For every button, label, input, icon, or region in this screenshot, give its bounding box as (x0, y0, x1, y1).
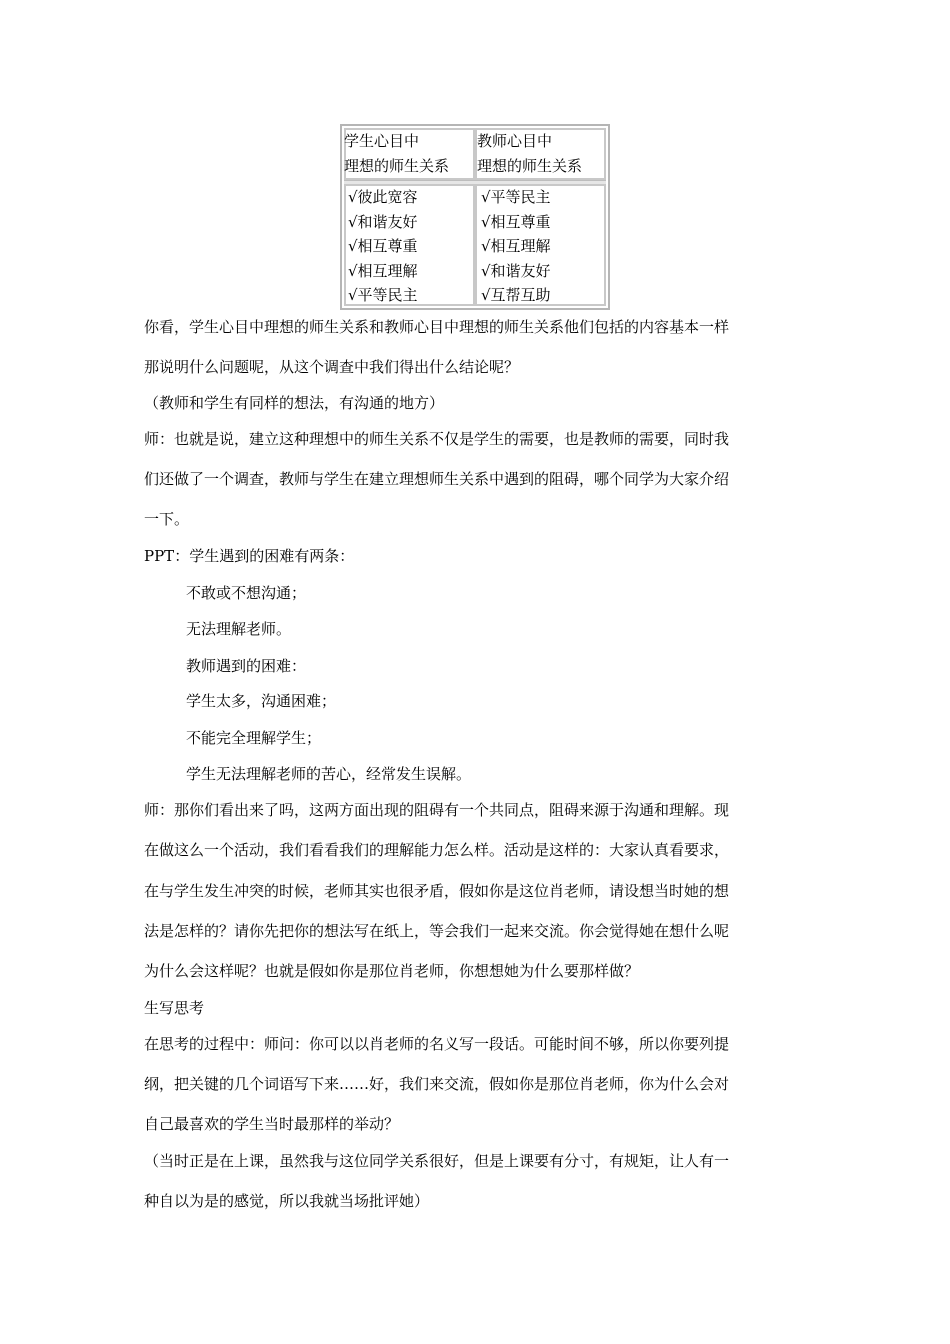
text-line: 种自以为是的感觉，所以我就当场批评她） (144, 1192, 430, 1210)
list-item: √互帮互助 (481, 286, 551, 304)
list-item: √和谐友好 (348, 212, 418, 231)
text-line: 学生无法理解老师的苦心，经常发生误解。 (186, 765, 472, 783)
list-item: √相互尊重 (481, 212, 551, 231)
list-item: √平等民主 (481, 188, 551, 206)
text-line: 学生太多，沟通困难； (186, 692, 337, 710)
table-header-teacher: 教师心目中 理想的师生关系 (477, 132, 583, 175)
text-line: 在与学生发生冲突的时候，老师其实也很矛盾，假如你是这位肖老师，请设想当时她的想 (144, 882, 730, 900)
text-line: 在思考的过程中：师问：你可以以肖老师的名义写一段话。可能时间不够，所以你要列提 (144, 1035, 730, 1053)
text-line: 无法理解老师。 (186, 620, 292, 638)
text-line: PPT：学生遇到的困难有两条： (144, 547, 355, 565)
list-item: √相互理解 (481, 237, 551, 255)
table-header-student: 学生心目中 理想的师生关系 (344, 132, 450, 175)
text-line: 不能完全理解学生； (186, 729, 322, 747)
list-item: √相互理解 (348, 261, 418, 280)
text-line: 一下。 (144, 510, 190, 528)
text-line: 为什么会这样呢？也就是假如你是那位肖老师，你想想她为什么要那样做？ (144, 962, 640, 980)
text-line: 生写思考 (144, 999, 205, 1017)
text-line: （当时正是在上课，虽然我与这位同学关系很好，但是上课要有分寸，有规矩，让人有一 (144, 1152, 730, 1170)
relationship-table (340, 124, 610, 310)
text-line: 们还做了一个调查，教师与学生在建立理想师生关系中遇到的阻碍，哪个同学为大家介绍 (144, 470, 730, 488)
text-line: 在做这么一个活动，我们看看我们的理解能力怎么样。活动是这样的：大家认真看要求， (144, 841, 730, 859)
list-item: √平等民主 (348, 286, 418, 304)
list-item: √相互尊重 (348, 237, 418, 255)
text-line: 师：也就是说，建立这种理想中的师生关系不仅是学生的需要，也是教师的需要，同时我 (144, 430, 730, 448)
text-line: 那说明什么问题呢，从这个调查中我们得出什么结论呢？ (144, 358, 520, 376)
text-line: （教师和学生有同样的想法，有沟通的地方） (144, 394, 445, 412)
text-line: 纲，把关键的几个词语写下来……好，我们来交流，假如你是那位肖老师，你为什么会对 (144, 1075, 730, 1093)
text-line: 法是怎样的？请你先把你的想法写在纸上，等会我们一起来交流。你会觉得她在想什么呢 (144, 922, 730, 940)
text-line: 自己最喜欢的学生当时最那样的举动？ (144, 1115, 400, 1133)
text-line: 教师遇到的困难： (186, 657, 307, 675)
list-item: √和谐友好 (481, 261, 551, 280)
text-line: 师：那你们看出来了吗，这两方面出现的阻碍有一个共同点，阻碍来源于沟通和理解。现 (144, 801, 730, 819)
list-item: √彼此宽容 (348, 188, 418, 206)
table-list-student (348, 185, 418, 308)
text-line: 不敢或不想沟通； (186, 584, 307, 602)
text-line: 你看，学生心目中理想的师生关系和教师心目中理想的师生关系他们包括的内容基本一样 (144, 318, 730, 336)
table-list-teacher (481, 185, 551, 308)
